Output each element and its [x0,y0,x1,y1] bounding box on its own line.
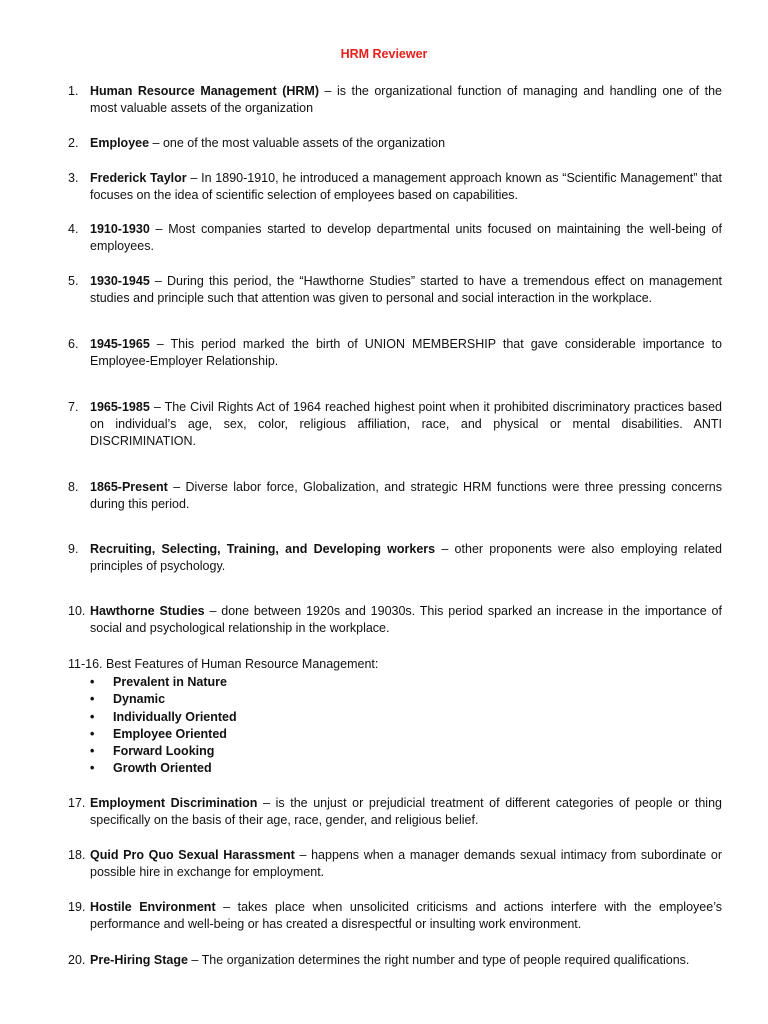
item-number: 2. [68,136,79,150]
item-term: 1945-1965 [90,337,150,351]
item-number: 18. [68,848,86,862]
bullet-icon: • [90,726,95,741]
list-item [68,83,722,117]
item-term: Employee [90,136,150,150]
item-term: Hostile Environment [90,900,216,914]
list-item [68,479,722,513]
item-number: 9. [68,542,79,556]
page-title: HRM Reviewer [340,47,428,61]
item-number: 19. [68,900,86,914]
item-term: 1865-Present [90,480,168,494]
feature-item: • Employee Oriented [90,726,237,743]
list-item [68,603,722,637]
feature-item: • Forward Looking [90,743,237,760]
item-term: Pre-Hiring Stage [90,953,188,967]
item-text: – The Civil Rights Act of 1964 reached highest point when it prohibited discriminatory practices based on individual’s age, sex, color, religious affiliation, race, and physical or mental disabilities. ANTI DISCRIMINATION. [90,400,722,448]
item-number: 1. [68,84,79,98]
list-item [68,336,722,370]
item-text: – Diverse labor force, Globalization, and strategic HRM functions were three pressing concerns during this period. [90,480,722,511]
item-term: Human Resource Management (HRM) [90,84,320,98]
item-number: 17. [68,796,86,810]
features-heading: 11-16. Best Features of Human Resource Management: [68,657,379,671]
list-item [68,221,722,255]
item-text: – happens when a manager demands sexual intimacy from subordinate or possible hire in exchange for employment. [90,848,722,879]
list-item [68,541,722,575]
item-term: 1910-1930 [90,222,150,236]
item-text: – done between 1920s and 19030s. This period sparked an increase in the importance of social and psychological relationship in the workplace. [90,604,722,635]
item-number: 10. [68,604,86,618]
feature-item: • Growth Oriented [90,760,237,777]
item-text: – is the organizational function of managing and handling one of the most valuable assets of the organization [90,84,723,115]
item-text: – other proponents were also employing related principles of psychology. [90,542,722,573]
item-text: – is the unjust or prejudicial treatment of different categories of people or thing specifically on the basis of their age, race, gender, and religious belief. [90,796,722,827]
item-number: 6. [68,337,79,351]
list-item [68,952,722,969]
bullet-icon: • [90,744,95,759]
features-list [90,674,237,778]
item-number: 8. [68,480,79,494]
item-text: – Most companies started to develop departmental units focused on maintaining the well-being of employees. [90,222,722,253]
item-number: 3. [68,171,79,185]
bullet-icon: • [90,709,95,724]
feature-item: • Prevalent in Nature [90,674,237,691]
bullet-icon: • [90,761,95,776]
item-term: 1965-1985 [90,400,150,414]
bullet-icon: • [90,675,95,689]
item-number: 20. [68,953,86,967]
item-term: Frederick Taylor [90,171,187,185]
list-item [68,795,722,829]
list-item [68,847,722,881]
item-term: Employment Discrimination [90,796,258,810]
item-term: Quid Pro Quo Sexual Harassment [90,848,295,862]
item-number: 4. [68,222,79,236]
list-item [68,399,722,450]
item-term: Recruiting, Selecting, Training, and Developing workers [90,542,436,556]
item-text: – takes place when unsolicited criticisms and actions interfere with the employee’s performance and well-being or has created a disrespectful or insulting work environment. [90,900,722,931]
feature-item: • Individually Oriented [90,709,237,726]
list-item [68,899,722,933]
item-term: 1930-1945 [90,274,150,288]
item-text: – The organization determines the right number and type of people required qualifications. [187,953,690,967]
item-text: – In 1890-1910, he introduced a management approach known as “Scientific Management” that focuses on the idea of scientific selection of employees based on capabilities. [90,171,722,202]
item-number: 5. [68,274,79,288]
bullet-icon: • [90,692,95,707]
item-text: – During this period, the “Hawthorne Studies” started to have a tremendous effect on management studies and principle such that attention was given to personal and social interaction in the workplace. [90,274,722,305]
item-text: – This period marked the birth of UNION MEMBERSHIP that gave considerable importance to Employee-Employer Relationship. [90,337,722,368]
feature-item: • Dynamic [90,691,237,708]
list-item [68,135,722,152]
list-item [68,170,722,204]
item-text: – one of the most valuable assets of the organization [149,136,446,150]
item-term: Hawthorne Studies [90,604,205,618]
item-number: 7. [68,400,79,414]
list-item [68,273,722,307]
